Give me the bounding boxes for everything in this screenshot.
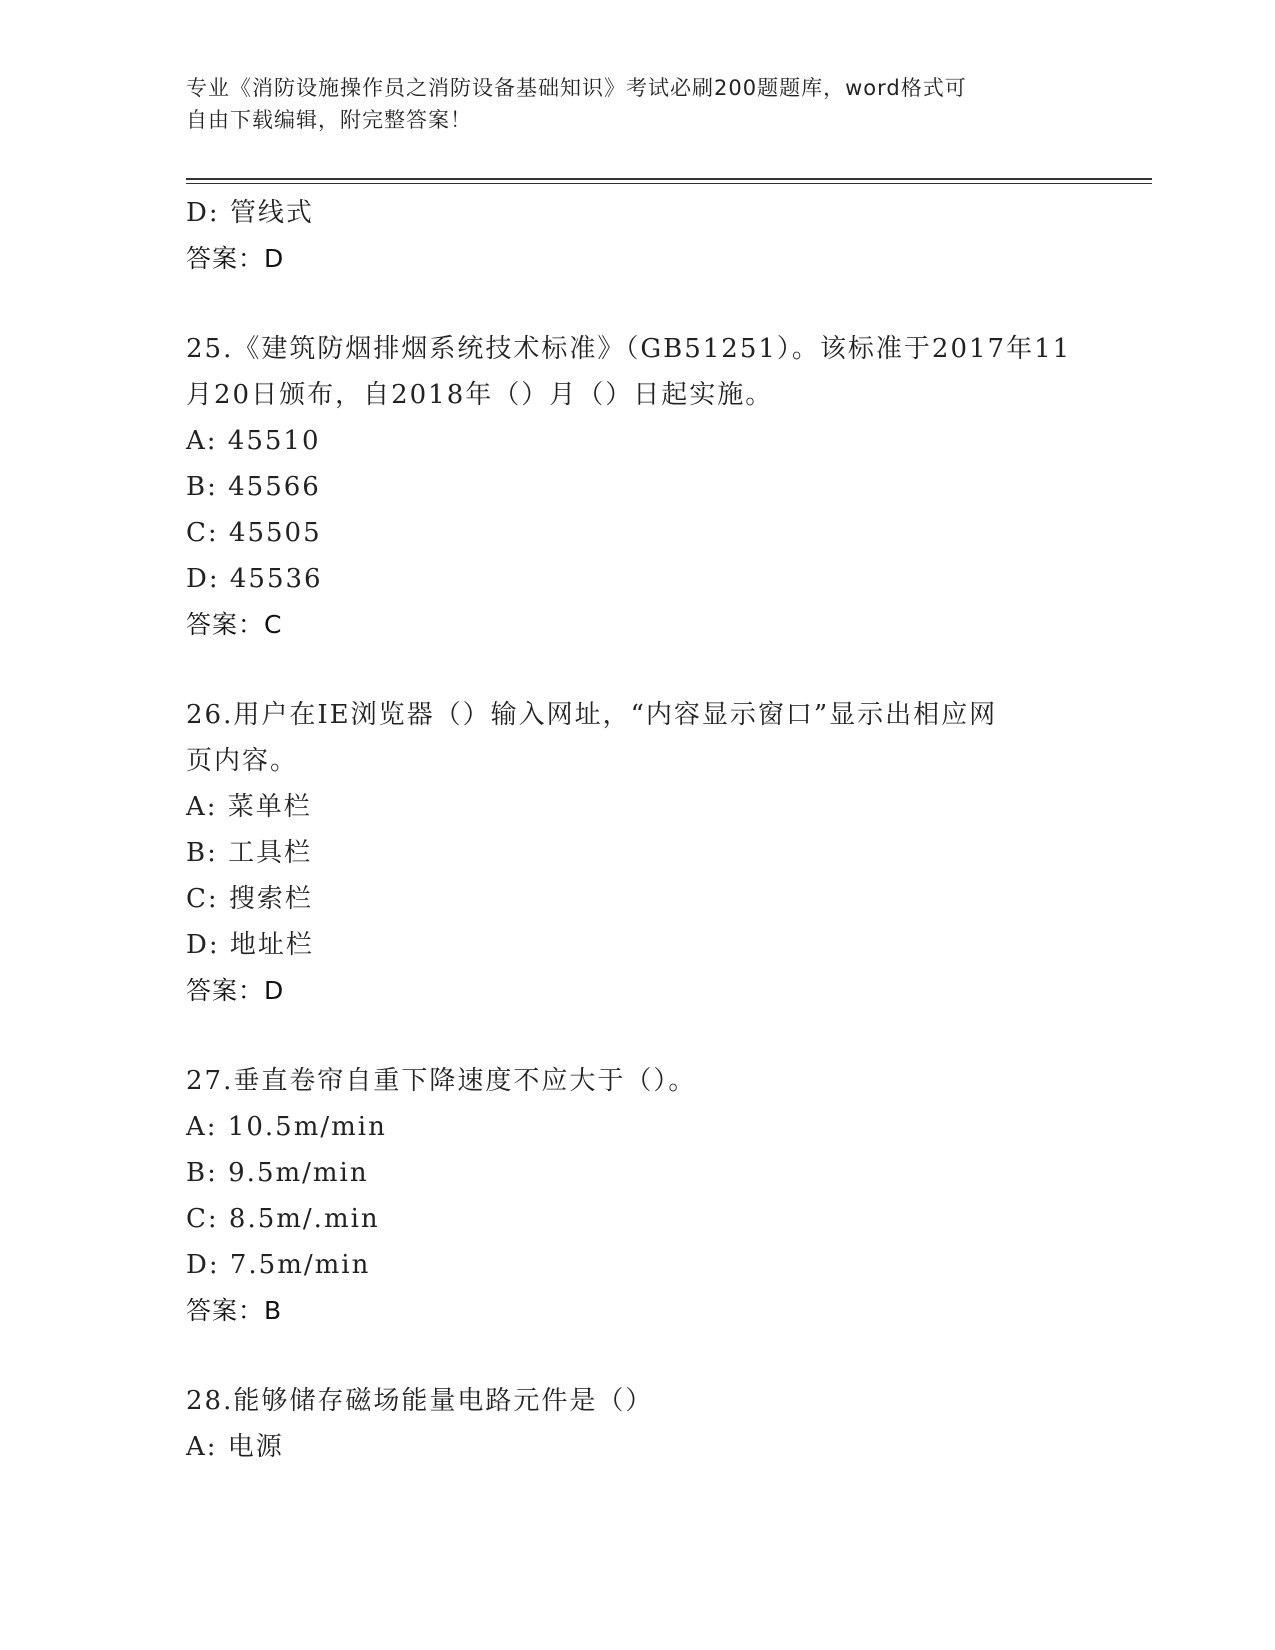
answer: 答案：C <box>186 610 283 639</box>
option-d: D: 45536 <box>186 564 323 594</box>
option-a: A: 电源 <box>186 1432 284 1462</box>
question-24-tail <box>186 190 1086 282</box>
question-stem-line: 月20日颁布，自2018年（）月（）日起实施。 <box>186 380 774 410</box>
document-header <box>186 72 1086 136</box>
answer: 答案：D <box>186 244 285 273</box>
question-28 <box>186 1378 1086 1470</box>
question-stem-line: 27.垂直卷帘自重下降速度不应大于（）。 <box>186 1066 697 1096</box>
option-b: B: 9.5m/min <box>186 1158 369 1188</box>
option-d: D: 地址栏 <box>186 930 314 960</box>
question-stem-line: 页内容。 <box>186 746 299 776</box>
option-b: B: 45566 <box>186 472 321 502</box>
answer: 答案：B <box>186 1296 283 1325</box>
question-26 <box>186 692 1086 1014</box>
header-line-2: 自由下载编辑，附完整答案！ <box>186 108 472 132</box>
question-25 <box>186 326 1086 648</box>
option-d: D: 7.5m/min <box>186 1250 371 1280</box>
question-stem-line: 28.能够储存磁场能量电路元件是（） <box>186 1386 654 1416</box>
header-divider <box>186 178 1152 184</box>
option-c: C: 搜索栏 <box>186 884 313 914</box>
option-c: C: 45505 <box>186 518 322 548</box>
option-d: D: 管线式 <box>186 198 314 228</box>
question-stem-line: 26.用户在IE浏览器（）输入网址，“内容显示窗口”显示出相应网 <box>186 700 998 730</box>
option-b: B: 工具栏 <box>186 838 313 868</box>
option-a: A: 45510 <box>186 426 321 456</box>
question-27 <box>186 1058 1086 1334</box>
answer: 答案：D <box>186 976 285 1005</box>
question-stem-line: 25.《建筑防烟排烟系统技术标准》（GB51251）。该标准于2017年11 <box>186 334 1072 364</box>
header-line-1: 专业《消防设施操作员之消防设备基础知识》考试必刷200题题库，word格式可 <box>186 76 967 100</box>
option-c: C: 8.5m/.min <box>186 1204 380 1234</box>
question-list <box>186 190 1086 1470</box>
option-a: A: 10.5m/min <box>186 1112 387 1142</box>
option-a: A: 菜单栏 <box>186 792 312 822</box>
